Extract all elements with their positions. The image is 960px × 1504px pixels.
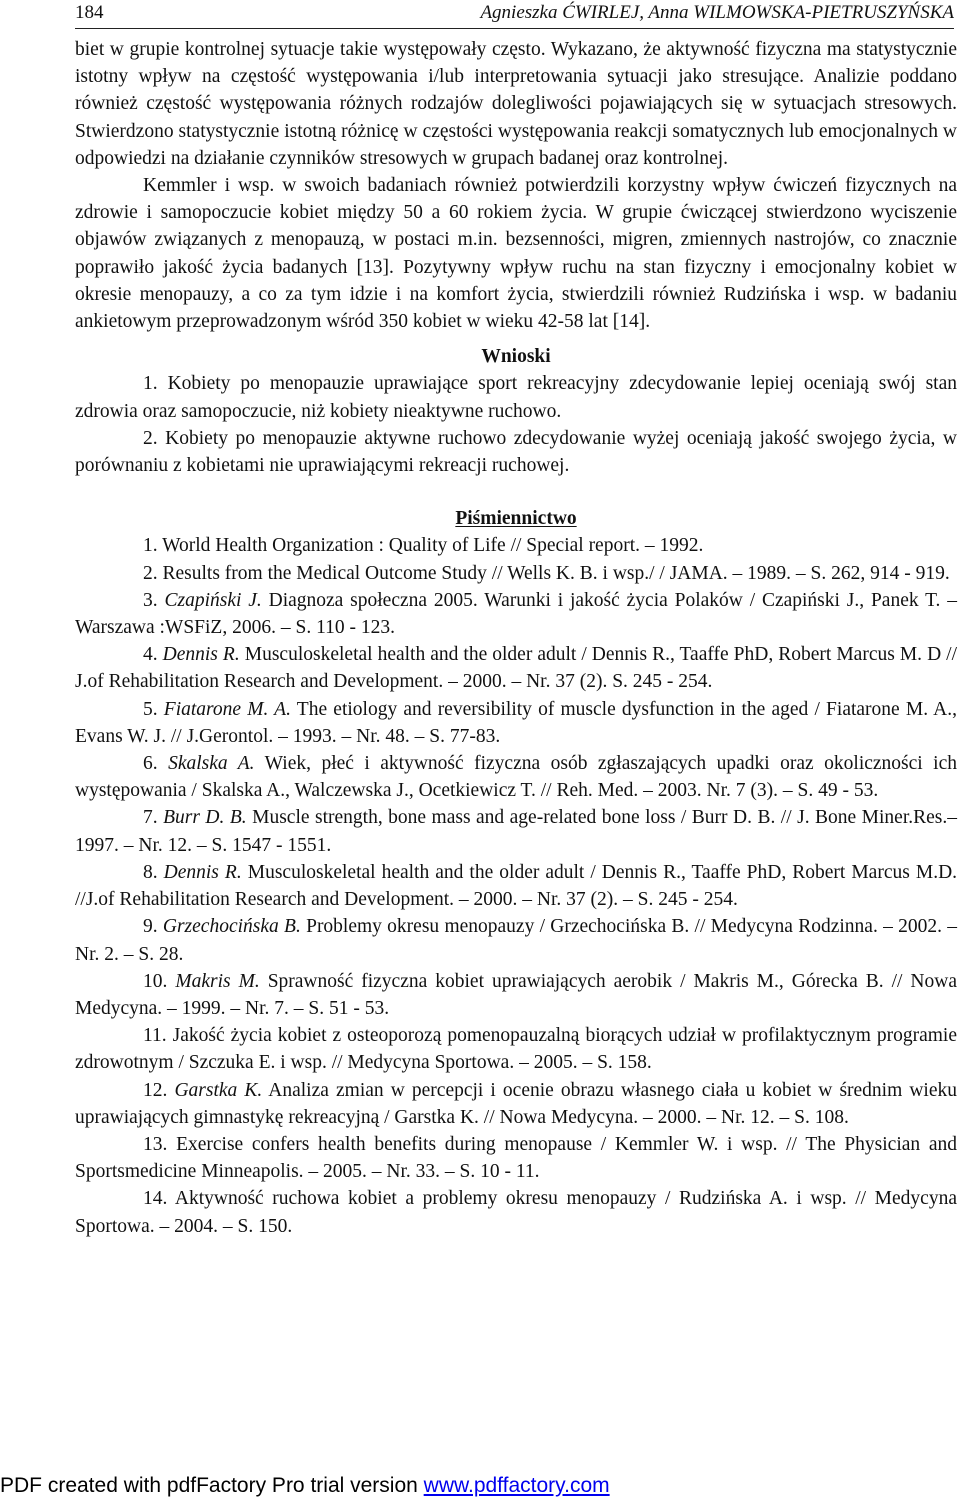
reference-number: 5. — [143, 698, 158, 720]
reference-item — [75, 560, 957, 587]
reference-text: Aktywność ruchowa kobiet a problemy okresu menopauzy / Rudzińska A. i wsp. // Medycyna Sportowa. – 2004. – S. 150. — [75, 1188, 957, 1237]
paragraph-2: Kemmler i wsp. w swoich badaniach również potwierdzili korzystny wpływ ćwiczeń fizycznych na zdrowie i samopoczucie kobiet między 50 a 60 rokiem życia. W grupie ćwiczącej stwierdzono wyciszenie objawów związanych z menopauzą, w postaci m.in. bezsenności, migren, zmiennych nastrojów, co znacznie poprawiło jakość życia badanych [13]. Pozytywny wpływ ruchu na stan fizyczny i emocjonalny kobiet w okresie menopauzy, a co za tym idzie i na komfort życia, stwierdzili również Rudzińska i wsp. w badaniu ankietowym przeprowadzonym wśród 350 kobiet w wieku 42-58 lat [14]. — [75, 175, 957, 333]
reference-number: 13. — [143, 1133, 168, 1155]
reference-author: Dennis R. — [163, 861, 242, 883]
reference-item — [75, 1077, 957, 1131]
reference-number: 11. — [143, 1025, 167, 1047]
reference-item — [75, 1185, 957, 1239]
pdf-footer — [0, 1474, 610, 1498]
reference-text: Exercise confers health benefits during menopause / Kemmler W. i wsp. // The Physician and Sportsmedicine Minneapolis. – 2005. – Nr. 33. – S. 10 - 11. — [75, 1133, 958, 1183]
reference-text: Muscle strength, bone mass and age-related bone loss / Burr D. B. // J. Bone Miner.Res.– 1997. – Nr. 12. – S. 1547 - 1551. — [75, 807, 958, 856]
reference-number: 12. — [143, 1079, 168, 1101]
spacer — [75, 335, 957, 343]
reference-item — [75, 968, 957, 1022]
conclusion-item-2: 2. Kobiety po menopauzie aktywne ruchowo zdecydowanie wyżej oceniają jakość swojego życia, w porównaniu z kobietami nie uprawiającymi rekreacji ruchowej. — [75, 427, 957, 477]
reference-author: Dennis R. — [162, 644, 240, 666]
reference-text: Problemy okresu menopauzy / Grzechocińska B. // Medycyna Rodzinna. – 2002. – Nr. 2. – S. 28. — [75, 916, 957, 965]
reference-item — [75, 587, 957, 641]
reference-list — [75, 532, 957, 1239]
reference-text: The etiology and reversibility of muscle dysfunction in the aged / Fiatarone M. A., Evans W. J. // J.Gerontol. – 1993. – Nr. 48. – S. 77-83. — [75, 698, 958, 747]
reference-number: 7. — [143, 807, 158, 829]
reference-number: 4. — [143, 644, 158, 666]
reference-author: Makris M. — [175, 970, 260, 992]
spacer — [75, 479, 957, 505]
reference-item — [75, 1022, 957, 1076]
reference-author: Grzechocińska B. — [162, 916, 301, 938]
conclusion-item-1: 1. Kobiety po menopauzie uprawiające sport rekreacyjny zdecydowanie lepiej oceniają swój stan zdrowia oraz samopoczucie, niż kobiety nieaktywne ruchowo. — [75, 373, 957, 422]
reference-number: 8. — [143, 861, 158, 883]
reference-number: 2. — [143, 562, 158, 584]
reference-text: World Health Organization : Quality of Life // Special report. – 1992. — [162, 535, 704, 557]
reference-item — [75, 750, 957, 804]
reference-number: 1. — [143, 535, 158, 557]
footer-link[interactable]: www.pdffactory.com — [423, 1474, 610, 1497]
reference-author: Skalska A. — [168, 753, 255, 775]
reference-item — [75, 1131, 957, 1185]
page-header — [75, 2, 954, 29]
references-heading: Piśmiennictwo — [455, 508, 577, 530]
reference-item — [75, 532, 957, 559]
footer-text: PDF created with pdfFactory Pro trial version — [0, 1474, 424, 1497]
reference-text: Analiza zmian w percepcji i ocenie obrazu własnego ciała u kobiet w średnim wieku uprawiających gimnastykę rekreacyjną / Garstka K. // Nowa Medycyna. – 2000. – Nr. 12. – S. 108. — [75, 1079, 957, 1128]
reference-item — [75, 696, 957, 750]
reference-text: Results from the Medical Outcome Study // Wells K. B. i wsp./ / JAMA. – 1989. – S. 262, 914 - 919. — [162, 562, 950, 584]
reference-text: Jakość życia kobiet z osteoporozą pomenopauzalną biorących udział w profilaktycznym programie zdrowotnym / Szczuka E. i wsp. // Medycyna Sportowa. – 2005. – S. 158. — [75, 1025, 958, 1074]
reference-author: Garstka K. — [174, 1079, 263, 1101]
reference-item — [75, 859, 957, 913]
running-title: Agnieszka ĆWIRLEJ, Anna WILMOWSKA-PIETRUSZYŃSKA — [480, 2, 954, 23]
reference-author: Fiatarone M. A. — [163, 698, 291, 720]
reference-text: Musculoskeletal health and the older adult / Dennis R., Taaffe PhD, Robert Marcus M.D. //J.of Rehabilitation Research and Development. – 2000. – Nr. 37 (2). – S. 245 - 254. — [75, 861, 958, 911]
page-content — [75, 36, 957, 1240]
reference-number: 10. — [143, 970, 168, 992]
reference-text: Wiek, płeć i aktywność fizyczna osób zgłaszających upadki oraz okoliczności ich występowania / Skalska A., Walczewska J., Ocetkiewicz T. // Reh. Med. – 2003. Nr. 7 (3). – S. 49 - 53. — [75, 753, 957, 802]
reference-item — [75, 641, 957, 695]
reference-text: Sprawność fizyczna kobiet uprawiających aerobik / Makris M., Górecka B. // Nowa Medycyna. – 1999. – Nr. 7. – S. 51 - 53. — [75, 970, 958, 1019]
reference-author: Czapiński J. — [164, 589, 262, 611]
paragraph-1: biet w grupie kontrolnej sytuacje takie występowały często. Wykazano, że aktywność fizyczna ma statystycznie istotny wpływ na częstość występowania i/lub interpretowania sytuacji jako stresujące. Analizie poddano również częstość występowania różnych rodzajów dolegliwości pojawiających się w sytuacjach stresowych. Stwierdzono statystycznie istotną różnicę w częstości występowania reakcji somatycznych lub emocjonalnych w odpowiedzi na działanie czynników stresowych w grupach badanej oraz kontrolnej. — [75, 39, 957, 169]
reference-text: Diagnoza społeczna 2005. Warunki i jakość życia Polaków / Czapiński J., Panek T. – Warszawa :WSFiZ, 2006. – S. 110 - 123. — [75, 589, 958, 639]
reference-item — [75, 913, 957, 967]
reference-number: 6. — [143, 753, 158, 775]
conclusions-heading: Wnioski — [481, 346, 551, 368]
reference-number: 3. — [143, 589, 158, 611]
page-number: 184 — [75, 2, 104, 23]
reference-text: Musculoskeletal health and the older adult / Dennis R., Taaffe PhD, Robert Marcus M. D // J.of Rehabilitation Research and Development. – 2000. – Nr. 37 (2). S. 245 - 254. — [75, 644, 958, 693]
reference-number: 14. — [143, 1188, 168, 1210]
reference-number: 9. — [143, 916, 158, 938]
reference-author: Burr D. B. — [163, 807, 247, 829]
reference-item — [75, 804, 957, 858]
